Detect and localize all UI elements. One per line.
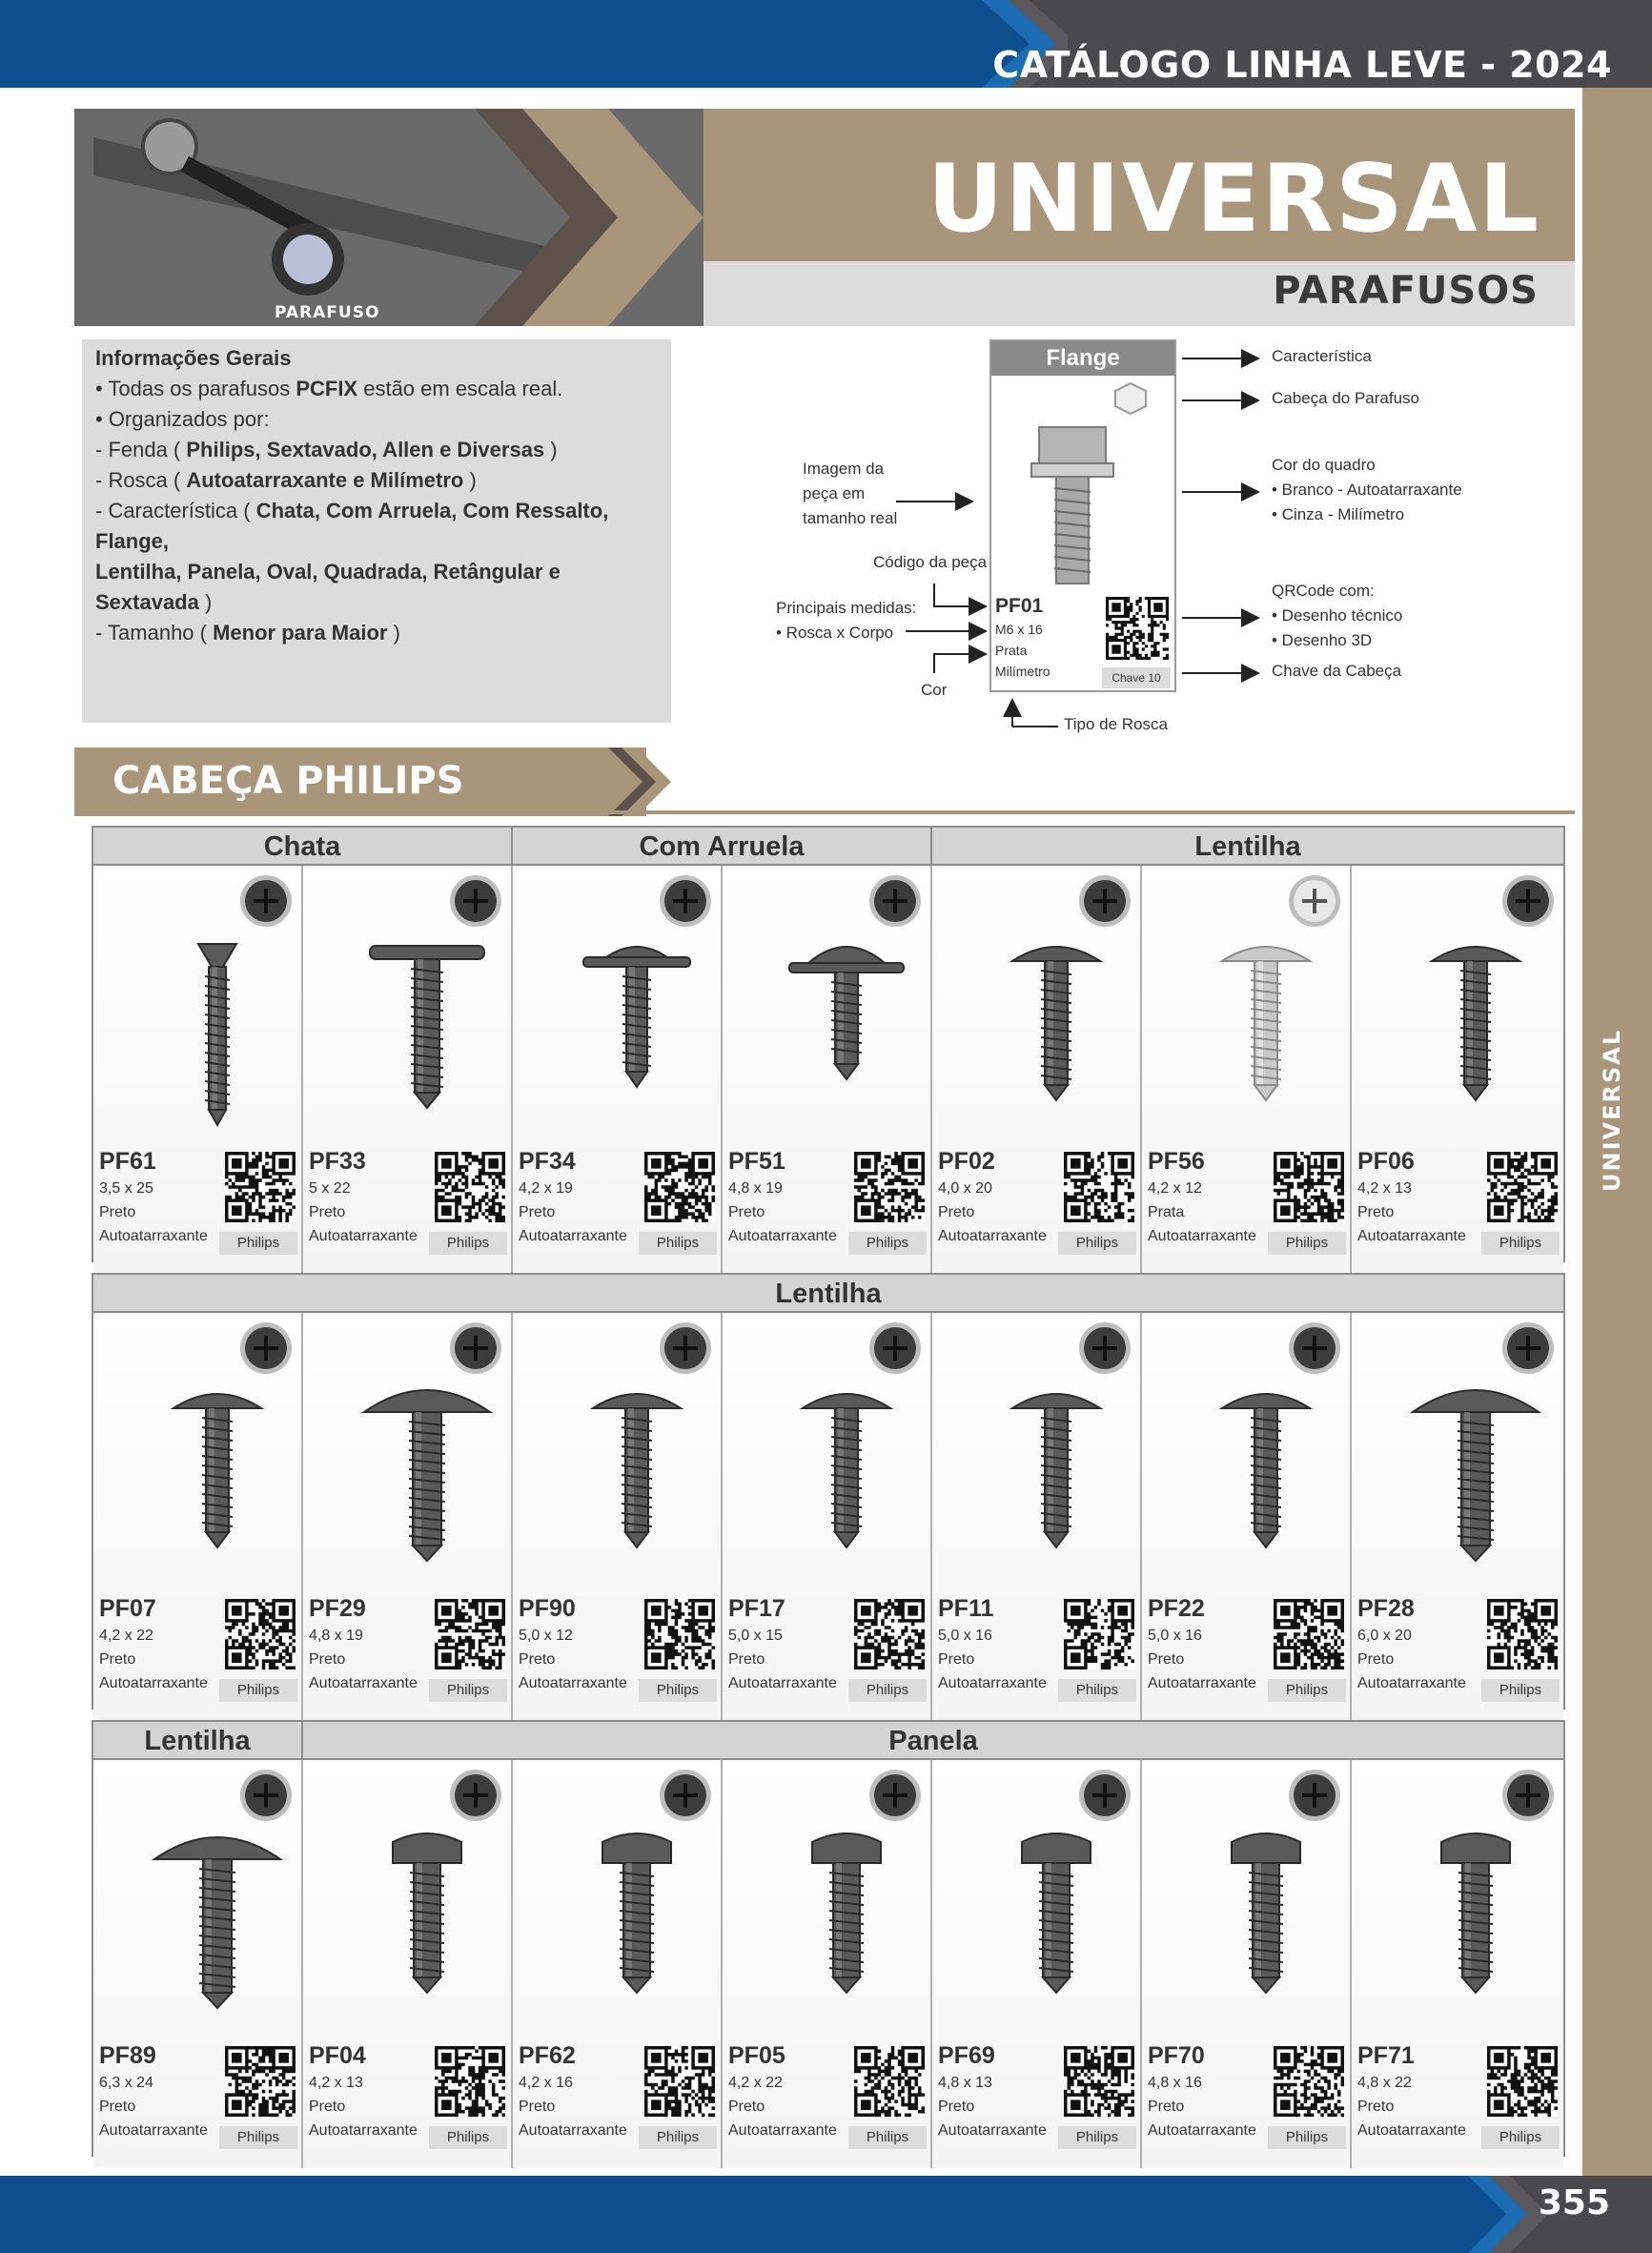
product-key: Philips — [639, 1232, 717, 1255]
phillips-head-icon — [238, 1768, 294, 1827]
product-code: PF22 — [1148, 1595, 1205, 1622]
info-line-post: ) — [198, 590, 213, 614]
legend-label-cor-cinza: • Cinza - Milímetro — [1272, 505, 1405, 523]
phillips-head-icon — [238, 873, 294, 932]
product-card — [932, 1313, 1142, 1721]
screw-image — [1390, 925, 1561, 1148]
screw-image — [970, 925, 1142, 1148]
product-card — [1352, 866, 1563, 1274]
qr-code[interactable] — [644, 2046, 715, 2117]
product-size: 6,3 x 24 — [99, 2075, 153, 2091]
product-key: Philips — [639, 2126, 717, 2149]
legend-card — [989, 339, 1176, 692]
product-card — [1142, 1313, 1352, 1721]
qr-code[interactable] — [854, 1152, 925, 1222]
legend-label-codigo: Código da peça — [873, 553, 988, 571]
phillips-head-icon — [658, 1768, 713, 1827]
screw-image — [341, 1372, 513, 1595]
top-band — [0, 0, 1652, 88]
legend-card-size: M6 x 16 — [995, 622, 1043, 637]
product-card — [1352, 1760, 1563, 2168]
info-box — [82, 339, 671, 723]
product-code: PF51 — [728, 1148, 785, 1175]
legend-label-medidas-2: • Rosca x Corpo — [776, 624, 894, 642]
product-card — [513, 1313, 723, 1721]
info-line-bold: PCFIX — [296, 377, 358, 400]
info-line-post: ) — [463, 468, 477, 492]
product-size: 4,2 x 22 — [99, 1628, 153, 1644]
info-line — [95, 557, 658, 618]
product-color: Preto — [309, 1204, 346, 1220]
product-key: Philips — [1268, 1679, 1346, 1702]
phillips-head-icon — [238, 1321, 294, 1380]
legend-label-imagem-1: Imagem da — [803, 460, 885, 478]
product-card — [1352, 1313, 1563, 1721]
product-card — [723, 866, 932, 1274]
info-line — [95, 404, 658, 435]
bottom-band — [0, 2176, 1652, 2253]
info-line-post: ) — [544, 438, 558, 461]
product-card — [932, 866, 1142, 1274]
top-band-blue — [0, 0, 953, 88]
product-color: Preto — [99, 2099, 136, 2115]
qr-code[interactable] — [435, 2046, 505, 2117]
product-color: Preto — [1357, 1204, 1395, 1220]
product-code: PF89 — [99, 2042, 156, 2069]
page-heading: UNIVERSAL — [927, 145, 1540, 254]
product-code: PF71 — [1357, 2042, 1415, 2069]
product-card — [93, 1760, 303, 2168]
product-thread: Autoatarraxante — [1148, 2122, 1256, 2139]
legend-label-cor-quadro: Cor do quadro — [1272, 456, 1376, 474]
product-size: 5,0 x 12 — [519, 1628, 573, 1644]
product-color: Preto — [728, 1204, 765, 1220]
product-size: 4,2 x 22 — [728, 2075, 783, 2091]
info-line-bold: Menor para Maior — [213, 621, 388, 645]
phillips-head-icon — [658, 873, 713, 932]
product-thread: Autoatarraxante — [519, 1675, 627, 1691]
product-thread: Autoatarraxante — [99, 2122, 208, 2139]
product-code: PF56 — [1148, 1148, 1205, 1175]
product-thread: Autoatarraxante — [938, 1675, 1047, 1691]
product-key: Philips — [1481, 1679, 1560, 1702]
product-color: Preto — [519, 1204, 556, 1220]
info-line-bold: Philips, Sextavado, Allen e Diversas — [186, 438, 545, 461]
product-size: 5,0 x 15 — [728, 1628, 783, 1644]
product-color: Preto — [728, 2099, 765, 2115]
product-thread: Autoatarraxante — [1148, 1675, 1256, 1691]
legend-label-cor: Cor — [921, 681, 948, 699]
legend-label-imagem-3: tamanho real — [803, 509, 898, 527]
screw-image — [970, 1372, 1142, 1595]
legend-label-tipo-rosca: Tipo de Rosca — [1064, 715, 1168, 733]
product-key: Philips — [1058, 1232, 1136, 1255]
section-rule — [74, 810, 1575, 814]
product-thread: Autoatarraxante — [728, 1228, 837, 1244]
product-block — [92, 1273, 1565, 1710]
product-thread: Autoatarraxante — [1357, 1228, 1466, 1244]
product-size: 4,2 x 12 — [1148, 1180, 1202, 1197]
product-block — [92, 826, 1565, 1262]
legend-qr-code — [1106, 597, 1169, 660]
section-chevron — [608, 748, 675, 816]
product-key: Philips — [1268, 1232, 1346, 1255]
info-line-bold: Autoatarraxante e Milímetro — [186, 468, 464, 492]
product-card — [303, 1760, 513, 2168]
product-size: 4,2 x 16 — [519, 2075, 573, 2091]
product-color: Prata — [1148, 1204, 1185, 1220]
info-line — [95, 374, 658, 404]
banner-photo — [74, 109, 704, 326]
screw-image — [1180, 1819, 1352, 2042]
info-line-pre: • Organizados por: — [95, 407, 270, 431]
product-color: Preto — [1148, 1651, 1185, 1668]
group-header: Lentilha — [932, 828, 1563, 866]
info-line-pre: - Característica ( — [95, 499, 256, 522]
product-thread: Autoatarraxante — [99, 1228, 208, 1244]
product-card — [1142, 1760, 1352, 2168]
qr-code[interactable] — [1064, 1152, 1134, 1222]
page-number: 355 — [1538, 2183, 1610, 2222]
phillips-head-icon — [448, 873, 503, 932]
phillips-head-icon — [1500, 1768, 1556, 1827]
qr-code[interactable] — [1274, 1152, 1344, 1222]
product-color: Preto — [1357, 1651, 1395, 1668]
product-size: 4,8 x 13 — [938, 2075, 992, 2091]
qr-code[interactable] — [1487, 1599, 1558, 1669]
legend-card-title: Flange — [991, 341, 1174, 376]
product-key: Philips — [1481, 2126, 1560, 2149]
product-size: 4,0 x 20 — [938, 1180, 992, 1197]
screw-image — [1180, 1372, 1352, 1595]
phillips-head-icon — [1287, 1768, 1342, 1827]
product-thread: Autoatarraxante — [309, 1675, 418, 1691]
product-card — [513, 1760, 723, 2168]
legend-label-cabeca: Cabeça do Parafuso — [1272, 389, 1419, 407]
phillips-head-icon — [1077, 1321, 1132, 1380]
product-thread: Autoatarraxante — [309, 1228, 418, 1244]
product-thread: Autoatarraxante — [1357, 2122, 1466, 2139]
group-header: Com Arruela — [513, 828, 932, 866]
phillips-head-icon — [1500, 873, 1556, 932]
product-code: PF06 — [1357, 1148, 1415, 1175]
info-line-bold: Lentilha, Panela, Oval, Quadrada, Retângular e Sextavada — [95, 560, 561, 614]
product-size: 4,8 x 19 — [309, 1628, 363, 1644]
qr-code[interactable] — [1487, 2046, 1558, 2117]
product-key: Philips — [429, 1679, 507, 1702]
phillips-head-icon — [1287, 873, 1342, 932]
screw-image — [551, 925, 723, 1148]
qr-code[interactable] — [435, 1599, 505, 1669]
qr-code[interactable] — [1487, 1152, 1558, 1222]
product-code: PF17 — [728, 1595, 785, 1622]
legend-label-caracteristica: Característica — [1272, 347, 1372, 365]
phillips-head-icon — [1287, 1321, 1342, 1380]
legend-label-imagem-2: peça em — [803, 484, 866, 502]
product-color: Preto — [1357, 2099, 1395, 2115]
qr-code[interactable] — [225, 1599, 296, 1669]
product-color: Preto — [938, 1651, 975, 1668]
screw-image — [132, 925, 303, 1148]
product-size: 6,0 x 20 — [1357, 1628, 1412, 1644]
info-line — [95, 465, 658, 496]
product-thread: Autoatarraxante — [938, 1228, 1047, 1244]
info-line-pre: - Rosca ( — [95, 468, 187, 492]
info-line — [95, 618, 658, 648]
product-key: Philips — [1058, 2126, 1136, 2149]
qr-code[interactable] — [225, 1152, 296, 1222]
phillips-head-icon — [448, 1768, 503, 1827]
product-key: Philips — [219, 1679, 297, 1702]
product-color: Preto — [309, 1651, 346, 1668]
product-card — [513, 866, 723, 1274]
group-header: Lentilha — [93, 1722, 303, 1760]
product-key: Philips — [848, 1232, 927, 1255]
product-size: 4,8 x 22 — [1357, 2075, 1412, 2091]
phillips-head-icon — [1077, 1768, 1132, 1827]
info-line-bold: Chata, Com Arruela, Com Ressalto, Flange, — [95, 499, 609, 553]
product-color: Preto — [1148, 2099, 1185, 2115]
catalog-title: CATÁLOGO LINHA LEVE - 2024 — [992, 44, 1612, 86]
product-key: Philips — [1058, 1679, 1136, 1702]
product-card — [93, 866, 303, 1274]
legend-label-qr-2: • Desenho técnico — [1272, 606, 1403, 625]
info-line-post: estão em escala real. — [357, 377, 563, 400]
product-code: PF34 — [519, 1148, 576, 1175]
product-key: Philips — [848, 1679, 927, 1702]
product-key: Philips — [639, 1679, 717, 1702]
qr-code[interactable] — [435, 1152, 505, 1222]
screw-image — [1390, 1372, 1561, 1595]
info-line-post: ) — [387, 621, 400, 645]
product-key: Philips — [429, 2126, 507, 2149]
product-code: PF05 — [728, 2042, 785, 2069]
product-code: PF11 — [938, 1595, 994, 1622]
legend-card-color: Prata — [995, 643, 1028, 658]
qr-code[interactable] — [1064, 2046, 1134, 2117]
product-size: 4,2 x 19 — [519, 1180, 573, 1197]
phillips-head-icon — [867, 1768, 923, 1827]
product-thread: Autoatarraxante — [938, 2122, 1047, 2139]
screw-image — [341, 925, 513, 1148]
section-title: CABEÇA PHILIPS — [112, 759, 464, 803]
phillips-head-icon — [1077, 873, 1132, 932]
screw-image — [761, 1372, 932, 1595]
product-code: PF02 — [938, 1148, 995, 1175]
product-color: Preto — [99, 1204, 136, 1220]
product-key: Philips — [429, 1232, 507, 1255]
product-key: Philips — [1268, 2126, 1346, 2149]
product-size: 4,8 x 19 — [728, 1180, 783, 1197]
product-size: 5 x 22 — [309, 1180, 351, 1197]
product-size: 3,5 x 25 — [99, 1180, 153, 1197]
product-card — [932, 1760, 1142, 2168]
product-thread: Autoatarraxante — [728, 2122, 837, 2139]
screw-image — [761, 925, 932, 1148]
group-header: Lentilha — [93, 1275, 1563, 1313]
qr-code[interactable] — [854, 2046, 925, 2117]
screw-image — [1390, 1819, 1561, 2042]
legend-label-cor-branco: • Branco - Autoatarraxante — [1272, 481, 1462, 499]
product-card — [303, 1313, 513, 1721]
product-code: PF07 — [99, 1595, 156, 1622]
legend-label-qr-3: • Desenho 3D — [1272, 631, 1373, 649]
screw-image — [761, 1819, 932, 2042]
phillips-head-icon — [448, 1321, 503, 1380]
info-line-pre: • Todas os parafusos — [95, 377, 296, 400]
product-key: Philips — [848, 2126, 927, 2149]
product-color: Preto — [309, 2099, 346, 2115]
product-color: Preto — [938, 2099, 975, 2115]
info-title: Informações Gerais — [95, 346, 292, 370]
qr-code[interactable] — [225, 2046, 296, 2117]
product-thread: Autoatarraxante — [728, 1675, 837, 1691]
product-card — [303, 866, 513, 1274]
product-color: Preto — [99, 1651, 136, 1668]
product-code: PF28 — [1357, 1595, 1415, 1622]
screw-image — [970, 1819, 1142, 2042]
product-code: PF90 — [519, 1595, 576, 1622]
product-code: PF61 — [99, 1148, 156, 1175]
product-thread: Autoatarraxante — [519, 2122, 627, 2139]
qr-code[interactable] — [1064, 1599, 1134, 1669]
phillips-head-icon — [658, 1321, 713, 1380]
product-key: Philips — [219, 2126, 297, 2149]
product-code: PF70 — [1148, 2042, 1205, 2069]
qr-code[interactable] — [854, 1599, 925, 1669]
product-code: PF69 — [938, 2042, 995, 2069]
phillips-head-icon — [1500, 1321, 1556, 1380]
screw-image — [132, 1372, 303, 1595]
product-code: PF29 — [309, 1595, 366, 1622]
side-label: UNIVERSAL — [1599, 1028, 1625, 1192]
product-card — [723, 1313, 932, 1721]
screw-image — [1180, 925, 1352, 1148]
photo-caption: PARAFUSO — [275, 303, 380, 322]
qr-code[interactable] — [1274, 1599, 1344, 1669]
info-line-pre: - Tamanho ( — [95, 621, 214, 645]
product-size: 5,0 x 16 — [1148, 1628, 1202, 1644]
product-code: PF62 — [519, 2042, 576, 2069]
phillips-head-icon — [867, 1321, 923, 1380]
qr-code[interactable] — [644, 1599, 715, 1669]
legend-card-thread: Milímetro — [995, 664, 1050, 679]
product-block — [92, 1720, 1565, 2157]
phillips-head-icon — [867, 873, 923, 932]
legend-label-medidas-1: Principais medidas: — [776, 599, 917, 617]
product-key: Philips — [1481, 1232, 1560, 1255]
group-header: Chata — [93, 828, 513, 866]
legend-label-chave: Chave da Cabeça — [1272, 662, 1402, 680]
product-size: 4,2 x 13 — [309, 2075, 363, 2091]
product-color: Preto — [938, 1204, 975, 1220]
product-card — [93, 1313, 303, 1721]
info-lines — [95, 374, 658, 648]
product-thread: Autoatarraxante — [1148, 1228, 1256, 1244]
header-banner — [74, 109, 1575, 326]
product-size: 4,8 x 16 — [1148, 2075, 1202, 2091]
screw-image — [551, 1372, 723, 1595]
product-color: Preto — [519, 1651, 556, 1668]
section-heading-bar — [74, 748, 669, 816]
screw-image — [551, 1819, 723, 2042]
qr-code[interactable] — [644, 1152, 715, 1222]
legend-card-key: Chave 10 — [1102, 667, 1171, 688]
legend-screw-image — [1010, 381, 1173, 591]
screw-image — [341, 1819, 513, 2042]
info-line — [95, 496, 658, 557]
product-thread: Autoatarraxante — [309, 2122, 418, 2139]
product-color: Preto — [519, 2099, 556, 2115]
product-thread: Autoatarraxante — [99, 1675, 208, 1691]
legend-card-code: PF01 — [995, 595, 1044, 617]
product-size: 5,0 x 16 — [938, 1628, 992, 1644]
product-code: PF04 — [309, 2042, 366, 2069]
screw-image — [132, 1819, 303, 2042]
product-size: 4,2 x 13 — [1357, 1180, 1412, 1197]
info-line — [95, 435, 658, 465]
legend — [763, 339, 1563, 740]
legend-label-qr-1: QRCode com: — [1272, 582, 1375, 600]
product-code: PF33 — [309, 1148, 366, 1175]
product-card — [723, 1760, 932, 2168]
product-thread: Autoatarraxante — [1357, 1675, 1466, 1691]
page-subheading: PARAFUSOS — [1273, 269, 1539, 313]
product-thread: Autoatarraxante — [519, 1228, 627, 1244]
qr-code[interactable] — [1274, 2046, 1344, 2117]
product-key: Philips — [219, 1232, 297, 1255]
product-card — [1142, 866, 1352, 1274]
product-color: Preto — [728, 1651, 765, 1668]
group-header: Panela — [303, 1722, 1563, 1760]
info-line-pre: - Fenda ( — [95, 438, 187, 461]
